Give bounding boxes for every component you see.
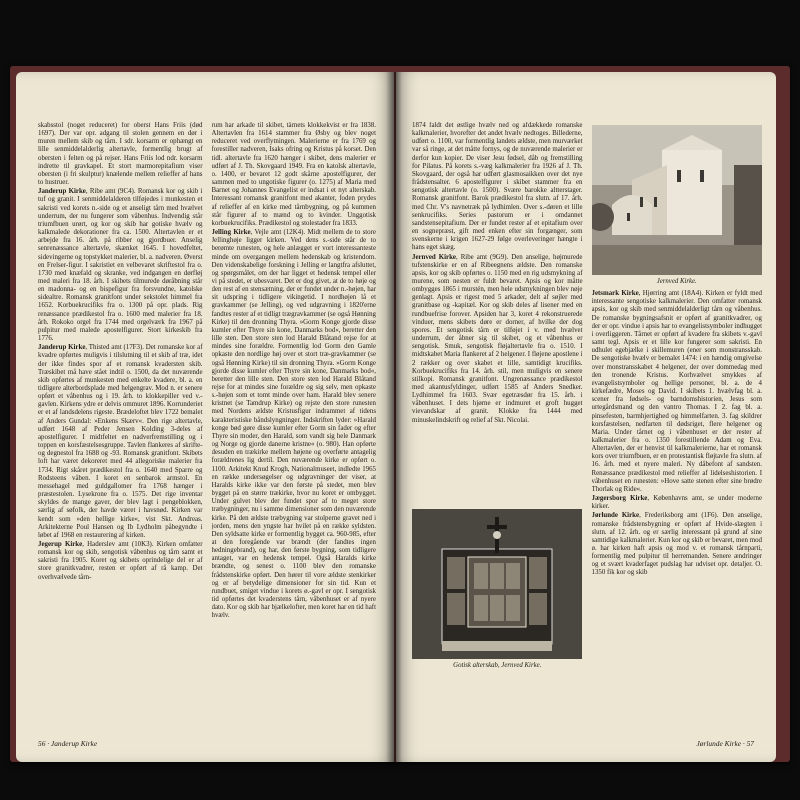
entry-heading: Jernved Kirke [412,253,456,261]
entry-heading: Jørlunde Kirke [591,512,640,520]
entry-janderup-ribe: Janderup Kirke, Ribe amt (9C4). Romansk kor og skib i tuf og granit. I senmiddelalderen tilføjedes i munkesten et sakristi ved korets n.-side og et anseligt tårn med hvælvet underrum, der nu fungerer som våbenhus. Indvendig står triumfbuen urørt, og kor og skib har gotiske hvælv og kalkmalede dekorationer fra ca. 1500. Altertavlen er et arbejde fra 16. årh. på ribber og gjordbuer. Anselig senrenæssance altertavle, skænket 1645. I hovedfeltet, sidevingerne og topstykket malerier, bl. a. nadveren. Øverst en Frelser-figur. I sakristiet en velbevaret skriftestol fra o. 1730 med knæfald og skranke, ved indgangen en dørfløj med maleri fra 18. årh. I skibets tilmurede døråbning står en madonna- og en bispefigur fra forsvundne, katolske sidealtre. Romansk granitfont under sekstolet himmel fra 1652. Korbuekrucifiks fra o. 1300 på opr. plads. Rig renæssance prædikestol fra o. 1600 med malerier fra 18. årh. Rokoko orgel fra 1744 med orgelværk fra 1967 på pulpitur med malede apostelfigurer. Stort kirkeskib fra 1776. [38,188,203,343]
page-footer-left: 56 · Janderup Kirke [38,739,98,748]
right-column-1 [412,122,583,697]
paragraph: 1874 faldt det østlige hvælv ned og afdækkede romanske kalkmalerier, hvorefter det andet hvælv nedtoges. Billederne, udført o. 1100, var formentlig landets ældste, men murværket var så ringe, at det måtte fornys, og de nuværende malerier er derfor kun kopier. De viser Jesu fødsel, dåb og fremstilling for Pilatus. På korets s.-væg kalkmalerier fra 1926 af J. Th. Skovgaard, der også har udført glasmosaikken over det nye frådstensalter. 6 apostelfigurer i skibet stammer fra en sengotisk altertavle (o. 1500). Svære barokke altterstager. Romansk granitfont. Barok prædikestol fra slutn. af 17. årh. med Chr. V's navnetræk på lydhimlen. Over s.-døren et lille senkrucifiks. Series pastorum er i omdannet sandstensepitafium. Der er fundet rester af et epitafium over en sognepræst, gift med enken efter sin forgænger, som svenskerne i krigen 1627-29 følge overleveringer hængte i hans eget skæg. [412,122,583,252]
paragraph: skabsstol (noget reduceret) for oberst Hans Friis (død 1697). Der var opr. adgang til stolen gennem en dør i muren mellem skib og tårn. I sdr. korsarm er ophængt en lille senmiddelalderlig altertavle, formentlig brugt af obersten i felten og på rejser. Hans Friis lod ndr. korsarm indrette til gravkapel. Et stort marmorepitafium viser obersten (i fri skulptur) knælende mellem relieffer af hans to hustruer. [38,122,203,187]
entry-heading: Janderup Kirke [38,188,86,196]
book-spine-shadow [386,72,402,762]
entry-heading: Janderup Kirke [38,344,86,352]
entry-jegerup: Jegerup Kirke, Haderslev amt (10K3). Kirken omfatter romansk kor og skib, sengotisk våbenhus og tårn samt et sakristi fra 1905. Koret og skibets oprindelige del er af store granitkvadrer, resten er opført af rå kamp. Det overhvælvede tårn- [38,540,203,581]
entry-jernved: Jernved Kirke, Ribe amt (9G9). Den anselige, højmurede tufstenskirke er en af Ribeegnens ældste. Den romanske apsis, kor og skib opførtes o. 1150 med en rig udsmykning af murene, som nesten er fuldt bevaret. Apsis og kor måtte ombygges 1865 i murstén, men hele udsmykningen blev nøje genlagt. Apsis er rigest med 5 arkader, delt af søjler med granitbase og -kapitæl. Kor og skib deles af lisener med en rundbuefrise forover. Apsiden har 3, koret 4 rekonstruerede vinduer, mens skibets døre er dorner, af hvilke der dog spores. Et sengotisk tårn er tilføjet i v. med hvælvet underrum, der åbner sig til skibet, og et våbenhus er sengotisk. Smuk, sengotisk fløjaltertavle fra o. 1510. I midtskabet Maria flankeret af 2 helgener. I fløjene apostlene i 2 rækker og over skabet et lille, samtidigt krucifiks. Korbuekrucifiks fra 14. årh. stil, men muligvis en senere stilkopi. Romansk granitfont. Ungrenæssance prædikestol med akantusfyldinger, udført 1585 af Anders Snedker. Lydhimmel fra 1603. Svær egetræsdør fra 15. årh. i våbenhuset. I dets hjørne er indmuret et groft hugget vievandskar af granit. Klokke fra 1444 med minuskelindskrift og relief af Skt. Nicolai. [412,253,583,424]
entry-jelling: Jelling Kirke, Vejle amt (12K4). Midt mellem de to store Jellinghøje ligger kirken. Ved dens s.-side står de to berømte runesten, og hele anlægget er vort interessanteste minde om overgangen mellem hedenskab og kristendom. Den videnskabelige forskning i Jelling er langtfra afsluttet, og spørgsmålet, om der har ligget et hedensk tempel eller vi på stedet, er ubesvaret. Det er dog givet, at de to høje og den rest af en stensætning, der er fundet under n.-højen, har sit udspring i tidligere vikingetid. I nordhøjen lå et gravkammer (se Jelling), og ved udgravning i 1820'erne fandtes rester af et tidligt trægravkammer (se også Hønning Kirke) til den dronning Thyra. »Gorm Konge gjorde disse kumler efter Thyre sin kone, Danmarks bod«, beretter den lille sten. Den store sten lod Harald Blåtand rejse for at mindes sine forældre. Formentlig lod Gorm den Gamle opkaste den nordlige høj over et stort træ-gravkammer (se også Hønning Kirke) til sin dronning Thyra. »Gorm Konge gjorde disse kumler efter Thyre sin kone, Danmarks bod«, beretter den lille sten. Den store sten lod Harald Blåtand rejse for at mindes sine forældre og sig selv, men opkaste s.-højen som et tomt minde over ham. Harald blev senere kristnet (se Tamdrup Kirke) og rejste den store runesten med Nordens ældste Kristusfigur indrammet af tidens karakteristiske båndslyngninger. Indskriften lyder: »Harald konge bød gøre disse kumler efter Gorm sin fader og efter Thyre sin moder, den Harald, som vandt sig hele Danmark og Norge og gjorde danerne kristne« (o. 980). Han opførte desuden en trækirke mellem højene og overførte antagelig forældrenes lig dertil. Den nuværende kirke er opført o. 1100. Arkitekt Knud Krogh, Nationalmuseet, indledte 1965 en række undersøgelser og udgravninger der viser, at Haralds kirke ikke var den første på stedet, men blev bygget på en større trækirke, hvor nu koret er ombygget. Under gulvet blev der fundet spor af to meget store træbygninger, nu i samme dimensioner som den nuværende kirke. På den ældste træbygning var stolperne gravet ned i jorden, mens den yngste har hvilet på en række syldsten. Den syldsatte kirke er formentlig bygget ca. 960-985, efter at den foregående var brændt (der fandtes ingen hedningebrand), og har, den første bygning, som tidligere antaget, var en hedensk tempel. Også Haralds kirke brændte, og senest o. 1100 blev den romanske frådstenskirke opført. Den hører til vore ældste stenkirker og er af betydelige dimensioner for sin tid. Kun et rundbuet, smiget vindue i korets ø.-gavl er opr. I sengotisk tid opførtes det kvaderstens tårn, våbenhuset er af nyere dato. Kor og skib har bjælkelofter, men koret har en tid haft hvælv. [211,229,376,620]
entry-jetsmark: Jetsmark Kirke, Hjørring amt (18A4). Kirken er fyldt med interessante sengotiske kalkmalerier. Den omfatter romansk apsis, kor og skib med senmiddelalderligt tårn og våbenhus. De romanske bygningsafsnit er opført af granitkvadrer, og der er opr. vindue i apsis har to evangelistsymboler indhugget i overliggeren. Tårnet er opført af kvadere fra skibets v.-gavl samt tegl. Apsis er et lille kor fungerer som sakristi. En udhulet egebjælke i skillemuren (ener som monstransskab. De sengotiske hvælv er bemalet 1474: i en hændig omgivelse over monstransskabet 4 helgener, der over dommedag med den tronende Kristus. Korhvælvet smykkes af evangelistsymboler og hellige personer, bl. a. de 4 kirkefædre, Moses og David. I skibets 1. hvælvfag bl. a. scener fra fødsels- og barndomshistorien, Jesus som urtegårdsmand og den vantro Thomas. I 2. fag bl. a. pinsefesten, barmhjertighed og himmelfarten. 3. fag skildrer korsfæstelsen, nedfarten til dødsriget, flere helgener og Maria. Under tårnet og i våbenhuset er der rester af kalkmalerier fra o. 1350 forestillende Adam og Eva. Altertavlen, der er henvist til kalkmalerierne, har et romansk kors over triumfbuen, er en protestantisk fløjtavle fra slutn. af 16. årh. med et nyere maleri. Ny dåbefont af sandsten. Renæssance prædikestol med relieffer af lidelseshistorien. I våbenhuset en runesten: »Hove satte stenen efter sine brødre Thorlak og Ride«. [591,290,762,493]
page-footer-right: Jørlunde Kirke · 57 [696,739,754,748]
entry-heading: Jelling Kirke [211,229,251,237]
left-column-1 [38,122,203,697]
right-page-columns [412,122,762,697]
church-photo [592,125,762,275]
right-column-2 [592,122,763,697]
right-page [396,72,776,762]
entry-jorlunde: Jørlunde Kirke, Frederiksborg amt (1F6). Den anselige, romanske frådstensbygning er opført af Hvide-slægten i slutn. af 12. årh. og er særlig interessant på grund af sine samtidige kalkmalerier. Kun kor og skib er bevaret, men mod ø. har kirken haft apsis og mod v. et romansk tårnparti, formentlig med pulpitur til herremanden. Senere ændringer og et svært kvaderfaget pudslag har udviset opr. detaljer. O. 1350 fik kor og skib [591,512,762,577]
entry-heading: Jetsmark Kirke [591,290,639,298]
figure-caption: Gotisk alterskab, Jernved Kirke. [453,661,542,669]
left-column-2 [212,122,377,697]
entry-janderup-thisted: Janderup Kirke, Thisted amt (17F3). Det romanske kor af kvadre opførtes muligvis i tilslutning til et skib af træ, idet der ikke findes spor af et romansk kvadersten skib. Træskibet må have stået indtil o. 1500, da det nuværende skib opførtes af munkesten med enkelte kvadere, bl. a. en tidligere alterbordsplade med helgengrav. Mod n. er senere opført et våbenhus og i 19. årh. to klokkepiller ved v.-gavlen. Kirkens ydre er delvis ommuret 1896. Korrunderiet er et af landsdelens rigeste. Brædeloftet blev 1722 bemalet af Anders Gundal: »Enkens Skærv«. Den rige altertavle, udført 1648 af Peder Jensen Kolding 3-deles af apostelfigurer. I midtfeltet en nadverfremstilling og i toppen en korsfæstelsesgruppe. Tavlen flankeres af skrifte- og degnestol fra 1688 og -93. Romansk granitfont. Skibets loft har været dekoreret med 44 allegoriske malerier fra 1734. Rigt skåret prædikestol fra o. 1640 med Sparre og Rodsteens våben. I koret en senbarok armstol. En messehagel med guldgallomer fra 1768 hænger i præstestolen. Lysekrone fra o. 1575. Det rige inventar skyldes de mange gaver, der blev lagt i pengeblokken, særlig af søfolk, der havde været i havsnød. Kirken var kendt som »den hellige kirke«, vist Skt. Andreas. Arkitekterne Poul Hansen og Ib Lydholm påbegyndte i løbet af 1968 en restaurering af kirken. [38,344,203,539]
church-figure [592,125,763,286]
figure-caption: Jernved Kirke. [656,278,697,285]
entry-jaegersborg: Jægersborg Kirke, Københavns amt, se under moderne kirker. [591,495,762,511]
altar-figure [412,509,583,670]
paragraph: rum har arkade til skibet, tårnets klokkekvist er fra 1838. Altertavlen fra 1614 stammer fra Øsby og blev noget reduceret ved overflytningen. Malerierne er fra 1769 og forestiller nadveren, Isaks ofring og Kristus på korset. Den tidl. altertavle fra 1620 hænger i skibet, dens malerier er udført af J. Th. Skovgaard 1949. Fra en katolsk altertavle, o. 1400, er bevaret 12 godt skårne apostelfigurer, der sammen med to ungotiske figurer (o. 1275) af Maria med Barnet og Johannes Evangelist er indsat i et nyt alterskab. Interessant romansk granitfont med akanter, foden prydes af relieffer af en kirke med tårnbygning, og på kummen står figurer af to mænd og to kvinder. Unggotisk korbuekrucifiks. Prædikestol og stolestader fra 1833. [211,122,376,227]
left-page [16,72,394,762]
entry-heading: Jegerup Kirke [38,540,83,548]
altar-photo [412,509,582,659]
left-page-columns [38,122,376,697]
entry-heading: Jægersborg Kirke [591,495,648,503]
